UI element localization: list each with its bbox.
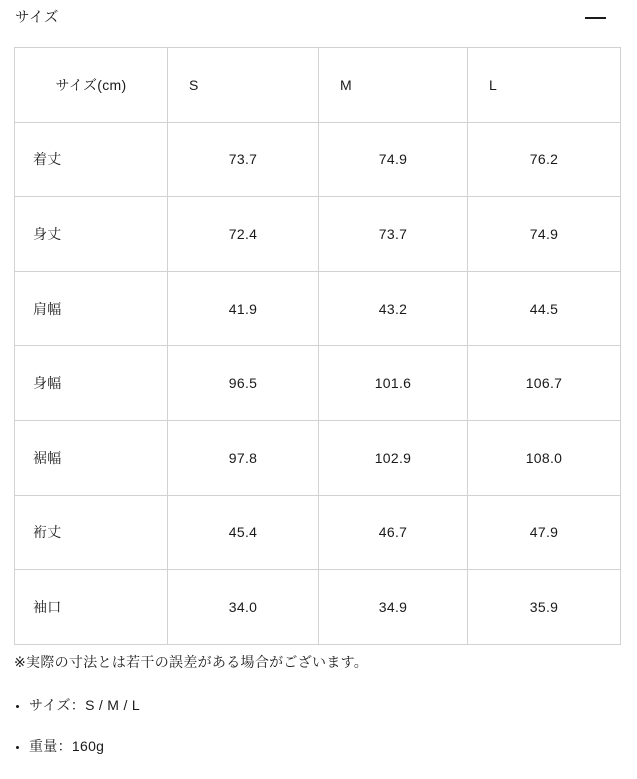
header-cell-size: S (168, 48, 319, 123)
size-value-cell: 102.9 (319, 420, 468, 495)
size-value-cell: 74.9 (319, 122, 468, 197)
row-label: 着丈 (15, 122, 168, 197)
size-table-body (15, 122, 621, 644)
row-label: 肩幅 (15, 271, 168, 346)
size-value-cell: 74.9 (468, 197, 621, 272)
size-value-cell: 96.5 (168, 346, 319, 421)
row-label: 裄丈 (15, 495, 168, 570)
size-value-cell: 97.8 (168, 420, 319, 495)
size-value-cell: 34.9 (319, 570, 468, 645)
size-value-cell: 43.2 (319, 271, 468, 346)
row-label: 身丈 (15, 197, 168, 272)
section-header (0, 0, 637, 28)
size-value-cell: 46.7 (319, 495, 468, 570)
table-row (15, 346, 621, 421)
minus-icon (585, 17, 606, 19)
section-title: サイズ (15, 10, 59, 26)
header-cell-size: L (468, 48, 621, 123)
size-value-cell: 41.9 (168, 271, 319, 346)
size-value-cell: 47.9 (468, 495, 621, 570)
size-value-cell: 106.7 (468, 346, 621, 421)
table-row (15, 271, 621, 346)
size-value-cell: 101.6 (319, 346, 468, 421)
size-value-cell: 45.4 (168, 495, 319, 570)
table-row (15, 495, 621, 570)
size-table-header-row (15, 48, 621, 123)
size-value-cell: 76.2 (468, 122, 621, 197)
size-value-cell: 73.7 (319, 197, 468, 272)
table-row (15, 197, 621, 272)
bullet-list (14, 698, 637, 754)
size-value-cell: 35.9 (468, 570, 621, 645)
table-row (15, 420, 621, 495)
size-value-cell: 44.5 (468, 271, 621, 346)
header-cell-size: M (319, 48, 468, 123)
row-label: 裾幅 (15, 420, 168, 495)
size-value-cell: 108.0 (468, 420, 621, 495)
list-item: • 重量：160g (29, 739, 637, 754)
header-cell-measure-label: サイズ(cm) (15, 48, 168, 123)
table-row (15, 570, 621, 645)
row-label: 身幅 (15, 346, 168, 421)
size-value-cell: 34.0 (168, 570, 319, 645)
measurement-disclaimer-note: ※実際の寸法とは若干の誤差がある場合がございます。 (14, 653, 369, 670)
collapse-toggle-button[interactable] (585, 11, 606, 25)
table-row (15, 122, 621, 197)
size-table (14, 47, 621, 645)
row-label: 袖口 (15, 570, 168, 645)
list-item: • サイズ：S / M / L (29, 698, 637, 713)
size-value-cell: 72.4 (168, 197, 319, 272)
size-value-cell: 73.7 (168, 122, 319, 197)
